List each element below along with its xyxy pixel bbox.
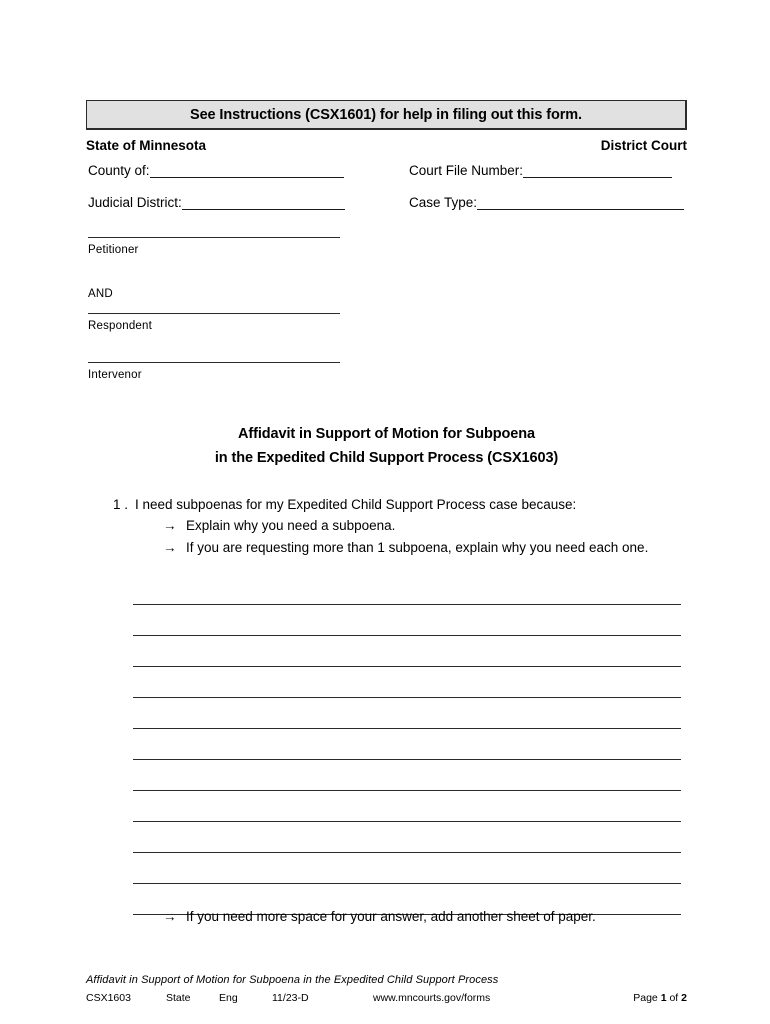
question-1 [113,495,688,559]
arrow-right-icon: → [163,909,177,924]
court-label: District Court [600,138,687,153]
question-1-number: 1 . [113,497,129,512]
instruction-banner-text: See Instructions (CSX1601) for help in filing out this form. [190,106,582,123]
case-type-field-label: Case Type: [409,195,478,210]
caption-block [86,138,687,156]
intervenor-name-input[interactable] [88,361,340,363]
question-1-bullet-1 [113,515,688,537]
respondent-name-input[interactable] [88,312,340,314]
answer-line[interactable] [133,698,681,729]
answer-line[interactable] [133,853,681,884]
court-file-number-field[interactable] [409,163,672,178]
court-file-number-field-input[interactable] [523,163,672,178]
question-1-main [113,495,688,515]
instruction-banner [86,100,687,130]
footer-page-middle: of [669,992,679,1004]
footer-url[interactable]: www.mncourts.gov/forms [373,992,491,1004]
answer-lines [133,574,681,915]
intervenor-label: Intervenor [88,369,142,381]
judicial-district-field-input[interactable] [182,195,345,210]
county-field-label: County of: [88,163,150,178]
answer-line[interactable] [133,667,681,698]
more-space-note [163,909,596,924]
answer-line[interactable] [133,791,681,822]
footer-language: Eng [219,992,238,1004]
answer-line[interactable] [133,760,681,791]
state-label: State of Minnesota [86,138,207,153]
answer-line[interactable] [133,636,681,667]
footer-revision: 11/23-D [272,992,309,1004]
page-footer [86,974,687,1006]
footer-page-current: 1 [660,992,667,1004]
footer-scope: State [166,992,191,1004]
judicial-district-field[interactable] [88,195,345,210]
arrow-right-icon: → [163,540,177,555]
respondent-block [88,312,340,332]
petitioner-name-input[interactable] [88,236,340,238]
question-1-text: I need subpoenas for my Expedited Child Support Process case because: [135,497,577,512]
court-file-number-field-label: Court File Number: [409,163,524,178]
more-space-note-text: If you need more space for your answer, add another sheet of paper. [186,909,596,924]
document-title-line-1: Affidavit in Support of Motion for Subpoena [238,426,535,442]
document-title [86,422,687,470]
intervenor-block [88,361,340,381]
respondent-label: Respondent [88,320,153,332]
petitioner-block [88,236,340,256]
petitioner-label: Petitioner [88,244,139,256]
answer-line[interactable] [133,729,681,760]
and-label: AND [88,288,113,300]
question-1-bullet-2-text: If you are requesting more than 1 subpoena, explain why you need each one. [186,540,649,555]
footer-page-total: 2 [681,992,687,1004]
case-type-field-input[interactable] [477,195,684,210]
question-1-bullet-2 [113,537,688,559]
document-title-line-2: in the Expedited Child Support Process (CSX1603) [214,450,559,466]
footer-form-title: Affidavit in Support of Motion for Subpoena in the Expedited Child Support Process [86,974,499,986]
county-field-input[interactable] [150,163,344,178]
county-field[interactable] [88,163,344,178]
question-1-bullet-1-text: Explain why you need a subpoena. [186,518,396,533]
footer-page-number [633,992,687,1004]
footer-form-code: CSX1603 [86,992,131,1004]
answer-line[interactable] [133,574,681,605]
arrow-right-icon: → [163,518,177,533]
caption-header-row [86,138,687,156]
footer-meta-row [86,992,687,1006]
answer-line[interactable] [133,822,681,853]
answer-line[interactable] [133,605,681,636]
judicial-district-field-label: Judicial District: [88,195,182,210]
footer-page-prefix: Page [633,992,658,1004]
case-type-field[interactable] [409,195,684,210]
